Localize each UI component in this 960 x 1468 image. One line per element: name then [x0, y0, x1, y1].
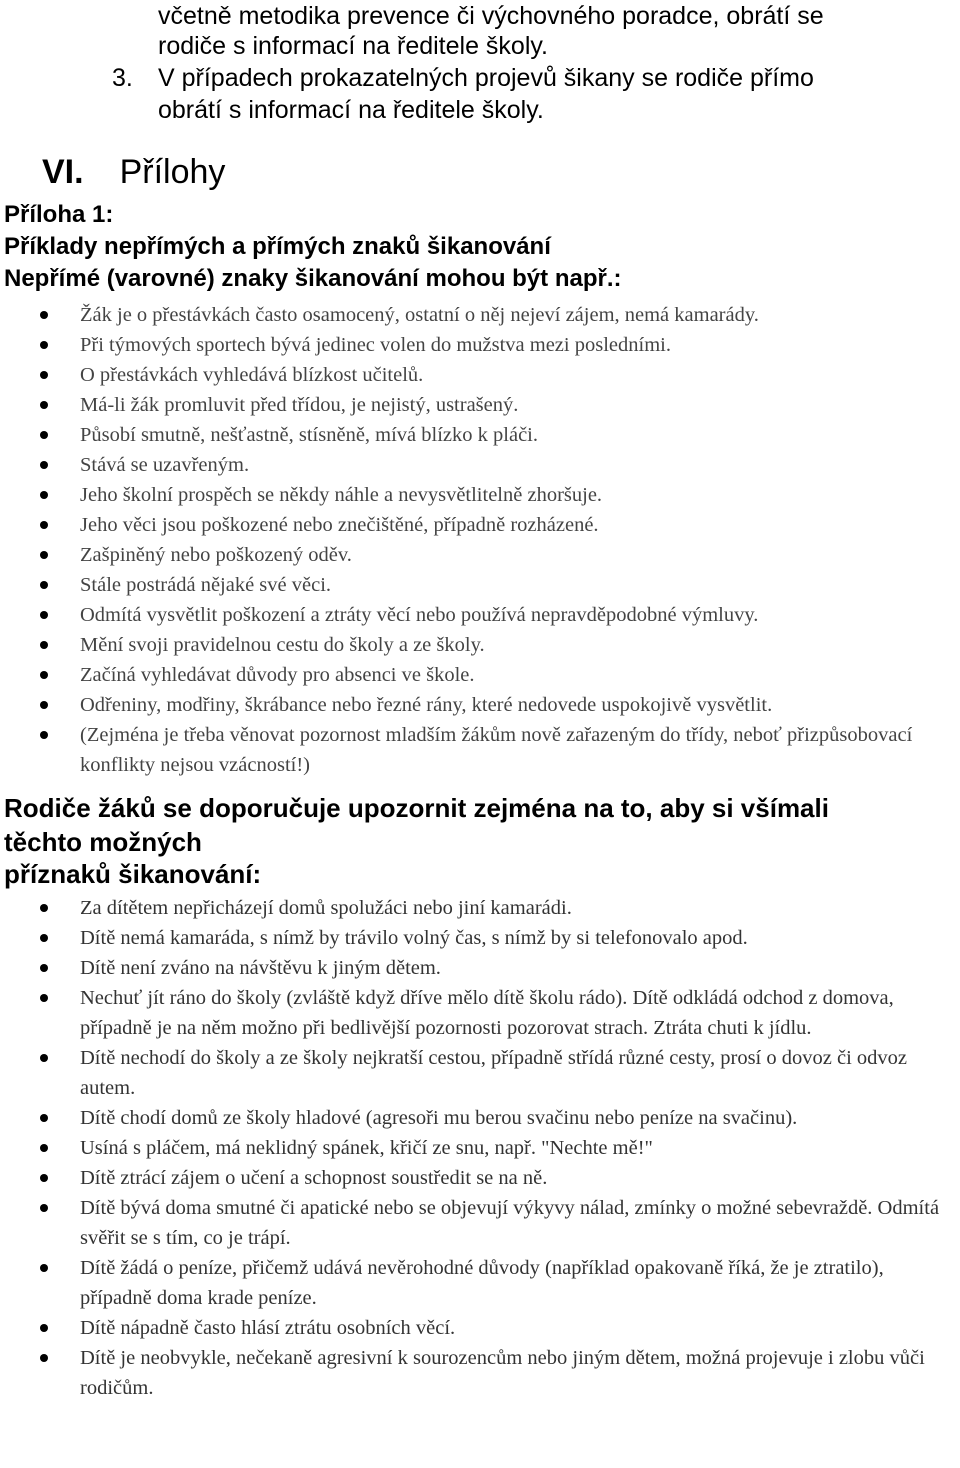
list-item-text: Dítě není zváno na návštěvu k jiným dětem.	[80, 957, 441, 979]
bullet-icon	[40, 611, 48, 619]
section-heading	[42, 152, 225, 192]
bullet-icon	[40, 701, 48, 709]
list-item-text: Má-li žák promluvit před třídou, je nejistý, ustrašený.	[80, 394, 519, 416]
list-item	[0, 600, 960, 630]
list-item-text: O přestávkách vyhledává blízkost učitelů.	[80, 364, 424, 386]
continuation-line-2: rodiče s informací na ředitele školy.	[158, 32, 548, 60]
bullet-icon	[40, 371, 48, 379]
list-item	[0, 690, 960, 720]
list-item-text: Dítě nechodí do školy a ze školy nejkratší cestou, případně střídá různé cesty, prosí o dovoz či odvoz autem.	[80, 1047, 907, 1099]
parent-signs-list	[0, 893, 960, 1403]
bullet-icon	[40, 1324, 48, 1332]
list-item	[0, 923, 960, 953]
numbered-item-3	[112, 62, 814, 94]
list-item	[0, 540, 960, 570]
list-item	[0, 983, 960, 1043]
bullet-icon	[40, 401, 48, 409]
continuation-line-1: včetně metodika prevence či výchovného poradce, obrátí se	[158, 2, 824, 30]
bullet-icon	[40, 964, 48, 972]
section-numeral: VI.	[42, 153, 84, 191]
list-item-text: Dítě nemá kamaráda, s nímž by trávilo volný čas, s nímž by si telefonovalo apod.	[80, 927, 748, 949]
bullet-icon	[40, 491, 48, 499]
bullet-icon	[40, 521, 48, 529]
bullet-icon	[40, 1174, 48, 1182]
indirect-signs-list	[0, 300, 960, 780]
list-item-text: Dítě chodí domů ze školy hladové (agresoři mu berou svačinu nebo peníze na svačinu).	[80, 1107, 798, 1129]
list-item-text: Usíná s pláčem, má neklidný spánek, křičí ze snu, např. "Nechte mě!"	[80, 1137, 653, 1159]
bullet-icon	[40, 1114, 48, 1122]
appendix-label: Příloha 1:	[4, 201, 114, 228]
bullet-icon	[40, 311, 48, 319]
list-item-text: Dítě bývá doma smutné či apatické nebo se objevují výkyvy nálad, zmínky o možné sebevraždě. Odmítá svěřit se s tím, co je trápí.	[80, 1197, 940, 1249]
numbered-item-3-line-2: obrátí s informací na ředitele školy.	[158, 96, 544, 124]
list-item	[0, 1043, 960, 1103]
list-item	[0, 1133, 960, 1163]
bullet-icon	[40, 581, 48, 589]
bullet-icon	[40, 551, 48, 559]
bullet-icon	[40, 341, 48, 349]
item-text-line-1: V případech prokazatelných projevů šikany se rodiče přímo	[158, 64, 814, 92]
list-item-text: Odmítá vysvětlit poškození a ztráty věcí nebo používá nepravděpodobné výmluvy.	[80, 604, 759, 626]
list-item	[0, 570, 960, 600]
list-item	[0, 450, 960, 480]
list-item	[0, 330, 960, 360]
list-item-text: Nechuť jít ráno do školy (zvláště když dříve mělo dítě školu rádo). Dítě odkládá odchod z domova, případně je na něm možno při bedlivější pozornosti pozorovat strach. Ztráta chuti k jídlu.	[80, 987, 894, 1039]
bullet-icon	[40, 1264, 48, 1272]
list-item-text: Při týmových sportech bývá jedinec volen do mužstva mezi posledními.	[80, 334, 671, 356]
list-item-text: Stále postrádá nějaké své věci.	[80, 574, 332, 596]
list-item-text: Dítě ztrácí zájem o učení a schopnost soustředit se na ně.	[80, 1167, 548, 1189]
list-item	[0, 1103, 960, 1133]
bullet-icon	[40, 1354, 48, 1362]
list-item-text: Začíná vyhledávat důvody pro absenci ve škole.	[80, 664, 475, 686]
list-item-text: Jeho věci jsou poškozené nebo znečištěné, případně rozházené.	[80, 514, 599, 536]
list-item	[0, 480, 960, 510]
list-item-text: Dítě nápadně často hlásí ztrátu osobních věcí.	[80, 1317, 456, 1339]
bullet-icon	[40, 1204, 48, 1212]
list-item-text: Působí smutně, nešťastně, stísněně, mívá blízko k pláči.	[80, 424, 538, 446]
bullet-icon	[40, 904, 48, 912]
parents-heading-line-1: Rodiče žáků se doporučuje upozornit zejména na to, aby si všímali	[4, 793, 829, 823]
list-item-text: Dítě žádá o peníze, přičemž udává nevěrohodné důvody (například opakovaně říká, že je ztratilo), případně doma krade peníze.	[80, 1257, 884, 1309]
bullet-icon	[40, 1144, 48, 1152]
list-item-text: Stává se uzavřeným.	[80, 454, 250, 476]
list-item-text: Mění svoji pravidelnou cestu do školy a ze školy.	[80, 634, 485, 656]
list-item-text: Zašpiněný nebo poškozený oděv.	[80, 544, 352, 566]
list-item	[0, 360, 960, 390]
list-item	[0, 510, 960, 540]
list-item-text: Žák je o přestávkách často osamocený, ostatní o něj nejeví zájem, nemá kamarády.	[80, 304, 759, 326]
bullet-icon	[40, 731, 48, 739]
list-item-text: Odřeniny, modřiny, škrábance nebo řezné rány, které nedovede uspokojivě vysvětlit.	[80, 694, 773, 716]
list-item	[0, 893, 960, 923]
bullet-icon	[40, 461, 48, 469]
parents-heading-line-2: těchto možných	[4, 827, 202, 857]
list-item-text: Za dítětem nepřicházejí domů spolužáci nebo jiní kamarádi.	[80, 897, 572, 919]
indirect-signs-heading: Nepřímé (varovné) znaky šikanování mohou být např.:	[4, 265, 622, 292]
appendix-title: Příklady nepřímých a přímých znaků šikanování	[4, 233, 551, 260]
list-item	[0, 1193, 960, 1253]
list-item	[0, 953, 960, 983]
list-item	[0, 660, 960, 690]
list-item-text: Dítě je neobvykle, nečekaně agresivní k sourozencům nebo jiným dětem, možná projevuje i zlobu vůči rodičům.	[80, 1347, 925, 1399]
list-item	[0, 1343, 960, 1403]
list-item	[0, 630, 960, 660]
item-number: 3.	[112, 64, 133, 92]
bullet-icon	[40, 671, 48, 679]
bullet-icon	[40, 934, 48, 942]
bullet-icon	[40, 994, 48, 1002]
list-item-text: Jeho školní prospěch se někdy náhle a nevysvětlitelně zhoršuje.	[80, 484, 603, 506]
list-item	[0, 1163, 960, 1193]
parents-heading-line-3: příznaků šikanování:	[4, 859, 262, 889]
section-title: Přílohy	[119, 153, 226, 191]
list-item	[0, 1253, 960, 1313]
bullet-icon	[40, 1054, 48, 1062]
list-item	[0, 390, 960, 420]
list-item-text: (Zejména je třeba věnovat pozornost mladším žákům nově zařazeným do třídy, neboť přizpůsobovací konflikty nejsou vzácností!)	[80, 724, 913, 776]
bullet-icon	[40, 641, 48, 649]
list-item	[0, 420, 960, 450]
bullet-icon	[40, 431, 48, 439]
list-item	[0, 1313, 960, 1343]
list-item	[0, 720, 960, 780]
list-item	[0, 300, 960, 330]
